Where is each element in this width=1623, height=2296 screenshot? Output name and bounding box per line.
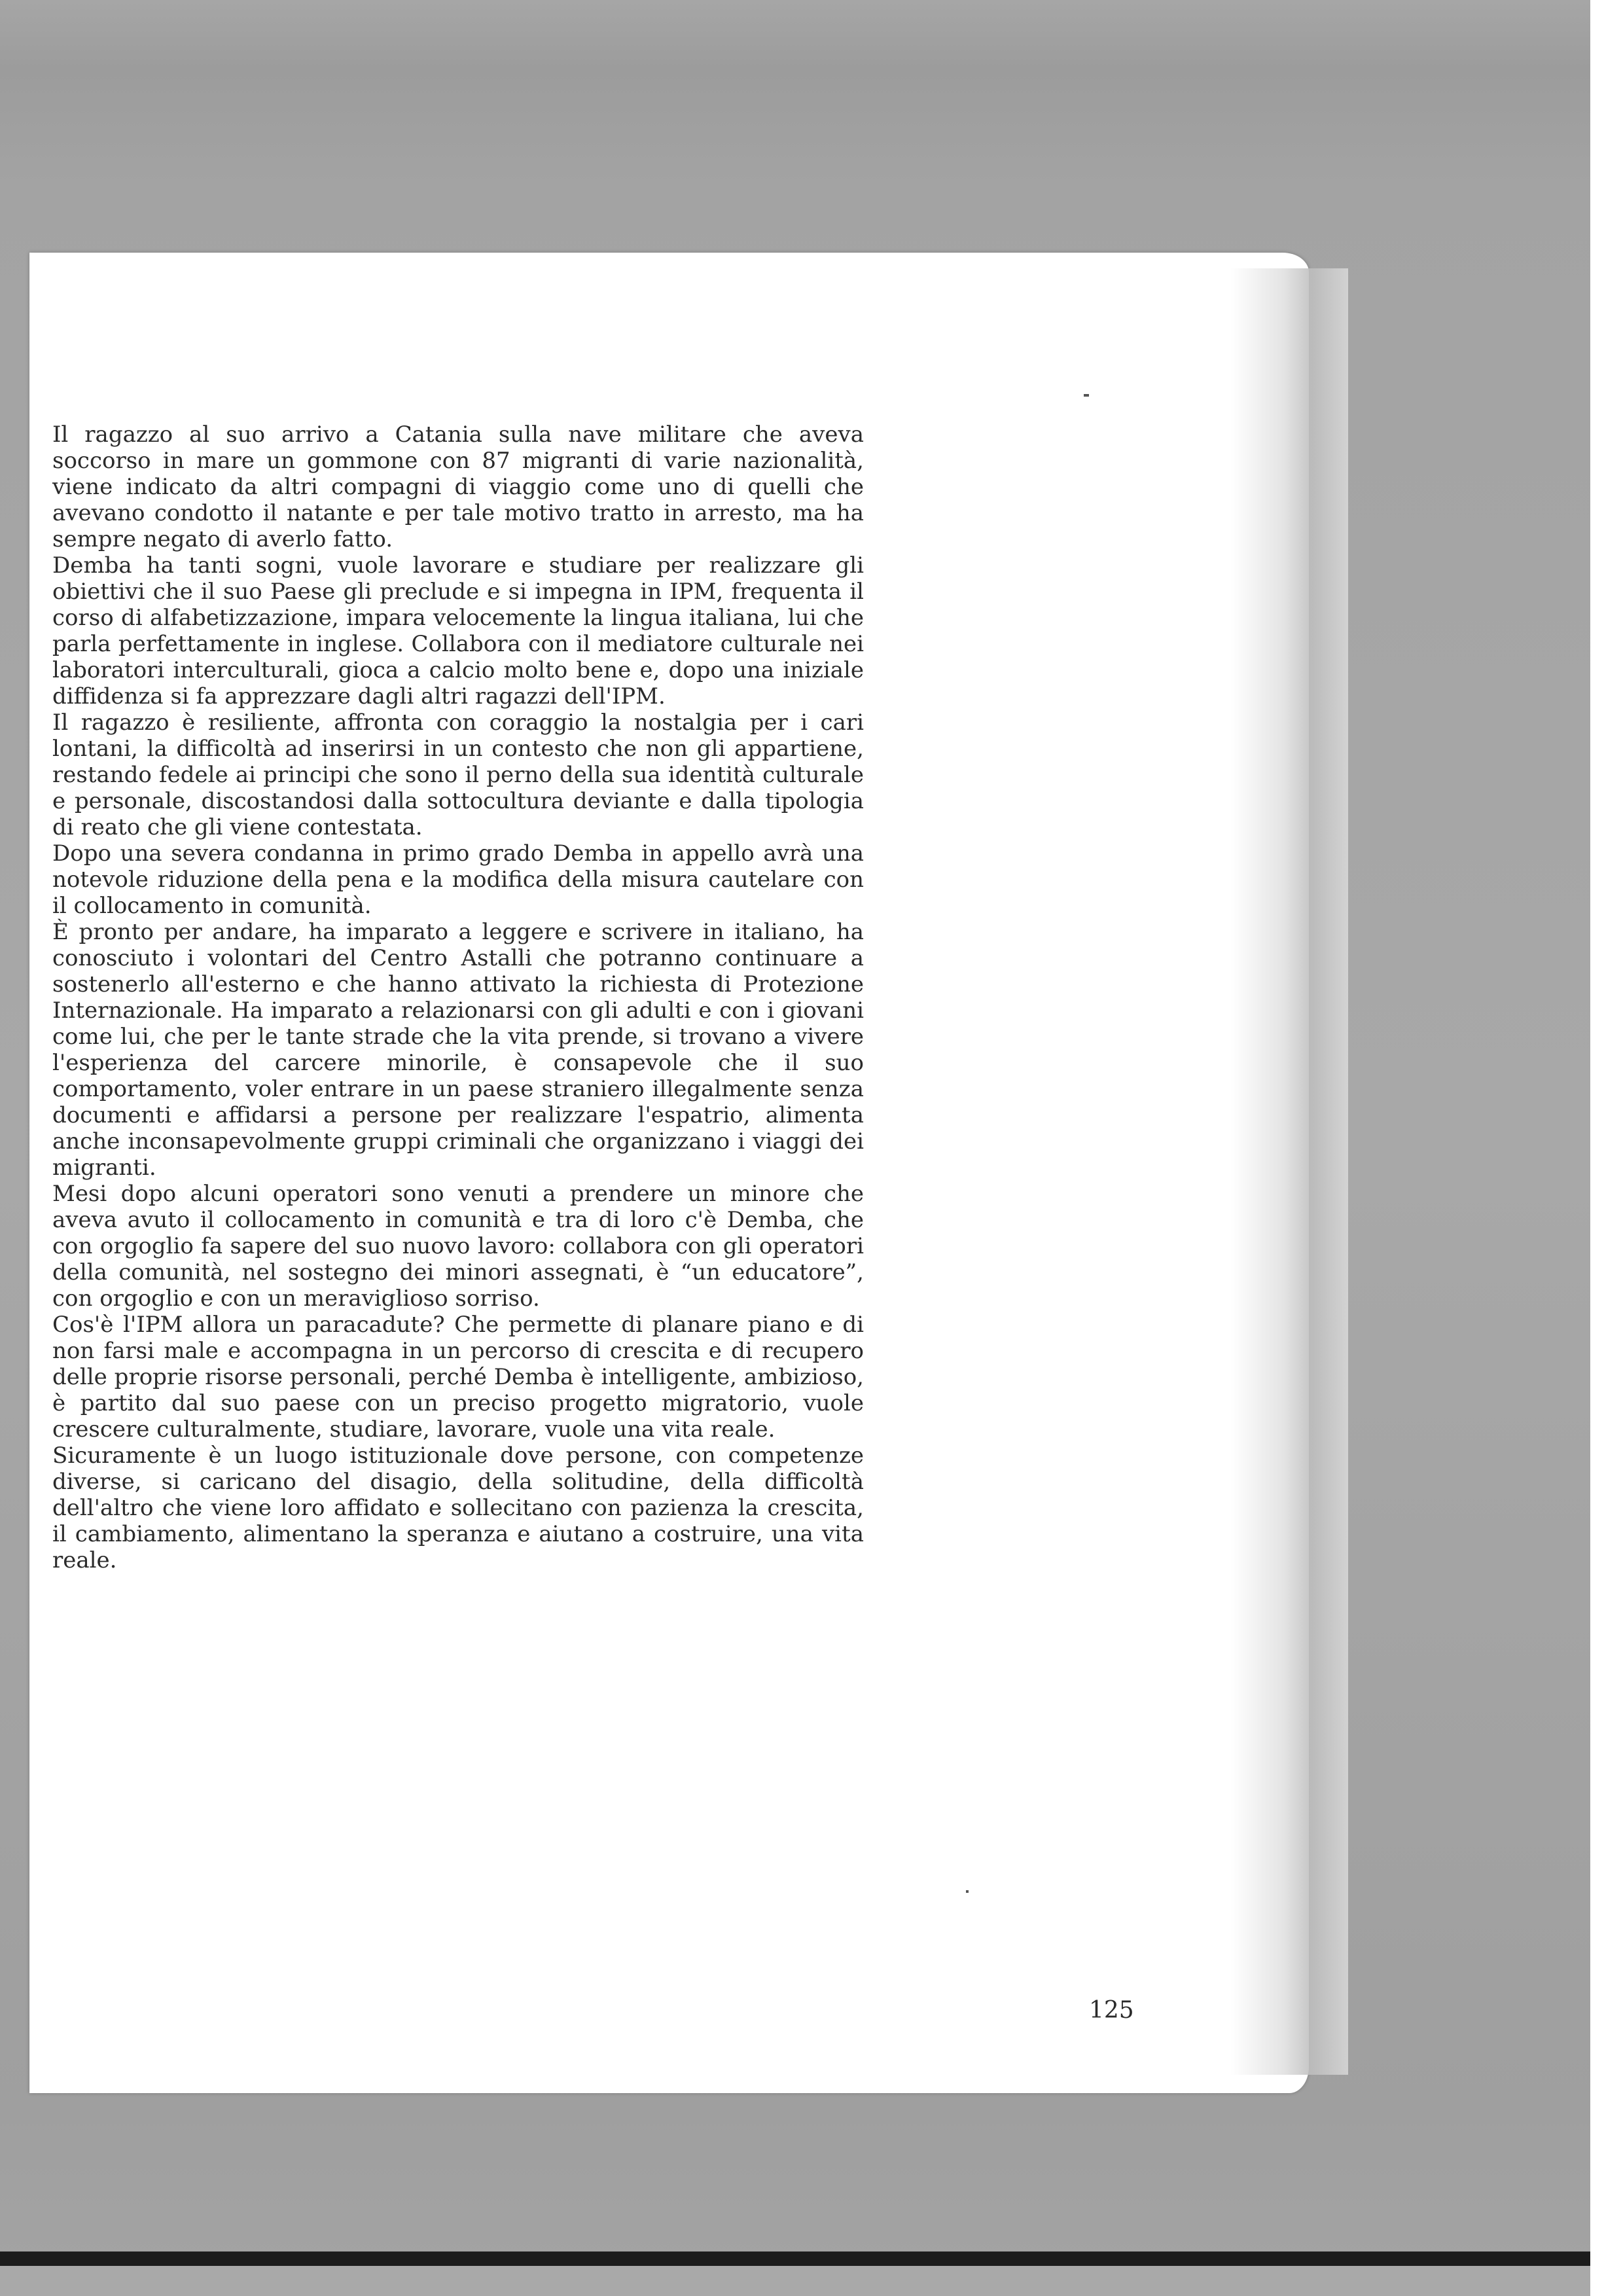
paragraph: Cos'è l'IPM allora un paracadute? Che permette di planare piano e di non farsi male e accompagna in un percorso di crescita e di recupero delle proprie risorse personali, perché Demba è intelligente, ambizioso, è partito dal suo paese con un preciso progetto migratorio, vuole crescere culturalmente, studiare, lavorare, vuole una vita reale. — [52, 1312, 864, 1443]
body-text — [52, 422, 864, 1573]
paragraph: Demba ha tanti sogni, vuole lavorare e studiare per realizzare gli obiettivi che il suo Paese gli preclude e si impegna in IPM, frequenta il corso di alfabetizzazione, impara velocemente la lingua italiana, lui che parla perfettamente in inglese. Collabora con il mediatore culturale nei laboratori interculturali, gioca a calcio molto bene e, dopo una iniziale diffidenza si fa apprezzare dagli altri ragazzi dell'IPM. — [52, 552, 864, 709]
scan-right-margin — [1590, 0, 1623, 2296]
paragraph: È pronto per andare, ha imparato a leggere e scrivere in italiano, ha conosciuto i volontari del Centro Astalli che potranno continuare a sostenerlo all'esterno e che hanno attivato la richiesta di Protezione Internazionale. Ha imparato a relazionarsi con gli adulti e con i giovani come lui, che per le tante strade che la vita prende, si trovano a vivere l'esperienza del carcere minorile, è consapevole che il suo comportamento, voler entrare in un paese straniero illegalmente senza documenti e affidarsi a persone per realizzare l'espatrio, alimenta anche inconsapevolmente gruppi criminali che organizzano i viaggi dei migranti. — [52, 919, 864, 1181]
scan-bottom-band — [0, 2251, 1590, 2266]
speck — [966, 1890, 969, 1893]
page-gutter-shadow — [1230, 268, 1348, 2075]
paragraph: Dopo una severa condanna in primo grado Demba in appello avrà una notevole riduzione della pena e la modifica della misura cautelare con il collocamento in comunità. — [52, 840, 864, 919]
paragraph: Mesi dopo alcuni operatori sono venuti a prendere un minore che aveva avuto il collocamento in comunità e tra di loro c'è Demba, che con orgoglio fa sapere del suo nuovo lavoro: collabora con gli operatori della comunità, nel sostegno dei minori assegnati, è “un educatore”, con orgoglio e con un meraviglioso sorriso. — [52, 1181, 864, 1312]
paragraph: Il ragazzo al suo arrivo a Catania sulla nave militare che aveva soccorso in mare un gommone con 87 migranti di varie nazionalità, viene indicato da altri compagni di viaggio come uno di quelli che avevano condotto il natante e per tale motivo tratto in arresto, ma ha sempre negato di averlo fatto. — [52, 422, 864, 552]
speck — [1084, 394, 1089, 397]
paragraph: Sicuramente è un luogo istituzionale dove persone, con competenze diverse, si caricano del disagio, della solitudine, della difficoltà dell'altro che viene loro affidato e sollecitano con pazienza la crescita, il cambiamento, alimentano la speranza e aiutano a costruire, una vita reale. — [52, 1443, 864, 1573]
page-number: 125 — [1089, 1997, 1134, 2024]
scan-bottom-strip — [0, 2266, 1590, 2296]
paragraph: Il ragazzo è resiliente, affronta con coraggio la nostalgia per i cari lontani, la difficoltà ad inserirsi in un contesto che non gli appartiene, restando fedele ai principi che sono il perno della sua identità culturale e personale, discostandosi dalla sottocultura deviante e dalla tipologia di reato che gli viene contestata. — [52, 709, 864, 840]
